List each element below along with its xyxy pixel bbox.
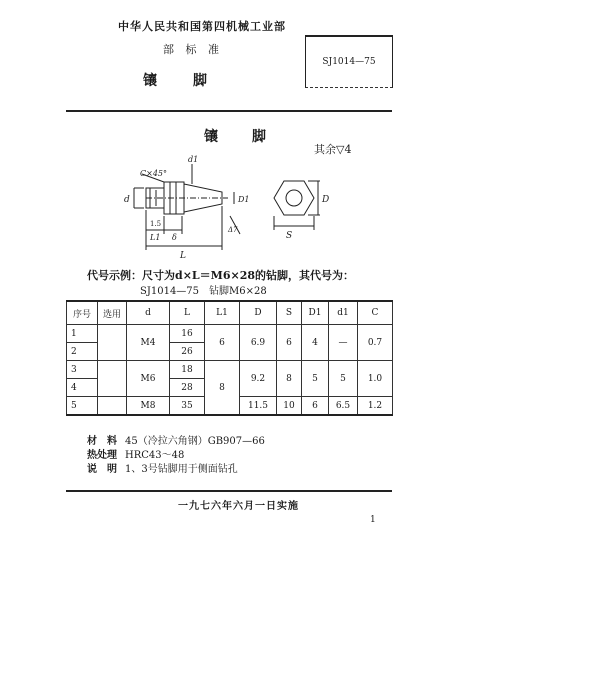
surface-roughness-note: 其余▽4 (314, 143, 352, 156)
table-cell (98, 361, 127, 397)
table-cell: 4 (302, 325, 329, 361)
note-label: 热处理 (87, 450, 117, 461)
table-header-row (67, 301, 393, 325)
col-header: L1 (205, 301, 240, 325)
table-cell (98, 325, 127, 361)
header-doc-name: 镶脚 (143, 73, 243, 89)
col-header: 选用 (98, 301, 127, 325)
col-header: S (277, 301, 302, 325)
table-cell: 6.5 (329, 397, 358, 416)
table-row (67, 361, 393, 379)
table-cell: 0.7 (358, 325, 393, 361)
dim-L: L (180, 251, 186, 261)
col-header: 序号 (67, 301, 98, 325)
table-cell: M6 (127, 361, 170, 397)
table-cell: 16 (170, 325, 205, 343)
table-cell: 5 (329, 361, 358, 397)
table-cell: 35 (170, 397, 205, 416)
designation-example-code: SJ1014—75 钻脚M6×28 (140, 286, 267, 297)
chamfer-label: C×45° (140, 169, 168, 178)
standard-type: 部 标 准 (163, 43, 223, 56)
table-cell: 8 (205, 361, 240, 416)
page-title: 镶脚 (204, 129, 300, 145)
table-cell: 18 (170, 361, 205, 379)
col-header: L (170, 301, 205, 325)
table-cell: 1 (67, 325, 98, 343)
col-header: D (240, 301, 277, 325)
table-row (67, 325, 393, 343)
note-value: 45（冷拉六角钢）GB907—66 (125, 436, 265, 447)
table-cell: 6 (205, 325, 240, 361)
dim-D1: D1 (238, 195, 250, 204)
bushing-drawing (110, 150, 350, 262)
dim-S: S (286, 231, 293, 241)
table-cell: 10 (277, 397, 302, 416)
table-cell: 6 (277, 325, 302, 361)
table-cell: 26 (170, 343, 205, 361)
table-cell: — (329, 325, 358, 361)
note-material (87, 432, 265, 447)
table-cell: 11.5 (240, 397, 277, 416)
table-cell: 5 (302, 361, 329, 397)
dim-d1: d1 (188, 155, 199, 164)
table-cell: 1.2 (358, 397, 393, 416)
col-header: d1 (329, 301, 358, 325)
table-cell: 6 (302, 397, 329, 416)
note-value: 1、3号钻脚用于侧面钻孔 (125, 464, 238, 475)
table-cell: 2 (67, 343, 98, 361)
standard-code-box (305, 35, 393, 88)
note-heat-treatment (87, 446, 184, 461)
dim-L1: L1 (150, 233, 161, 242)
effective-date: 一九七六年六月一日实施 (178, 501, 299, 512)
table-cell: 9.2 (240, 361, 277, 397)
col-header: d (127, 301, 170, 325)
dim-delta7: Δ7 (228, 226, 238, 234)
note-value: HRC43～48 (125, 450, 185, 461)
table-cell: 8 (277, 361, 302, 397)
table-cell: M8 (127, 397, 170, 416)
table-cell: 6.9 (240, 325, 277, 361)
table-cell: 4 (67, 379, 98, 397)
footer-divider (66, 490, 392, 492)
note-label: 说 明 (87, 464, 117, 475)
table-cell: 28 (170, 379, 205, 397)
designation-example: 代号示例：尺寸为d×L＝M6×28的钻脚，其代号为： (87, 269, 354, 282)
dim-D: D (322, 195, 330, 205)
dim-delta: δ (172, 233, 177, 242)
table-cell: 5 (67, 397, 98, 416)
note-remark (87, 460, 238, 475)
issuing-ministry: 中华人民共和国第四机械工业部 (118, 20, 286, 33)
dim-1-5: 1.5 (150, 220, 162, 228)
table-cell: 1.0 (358, 361, 393, 397)
note-label: 材 料 (87, 436, 117, 447)
table-cell: 3 (67, 361, 98, 379)
end-view-hexagon (274, 181, 320, 230)
page-number: 1 (370, 515, 376, 525)
standard-code: SJ1014—75 (322, 57, 376, 67)
table-cell (98, 397, 127, 416)
dim-d: d (124, 195, 130, 205)
header-divider (66, 110, 392, 112)
col-header: C (358, 301, 393, 325)
col-header: D1 (302, 301, 329, 325)
table-cell: M4 (127, 325, 170, 361)
dimension-table (66, 300, 393, 416)
